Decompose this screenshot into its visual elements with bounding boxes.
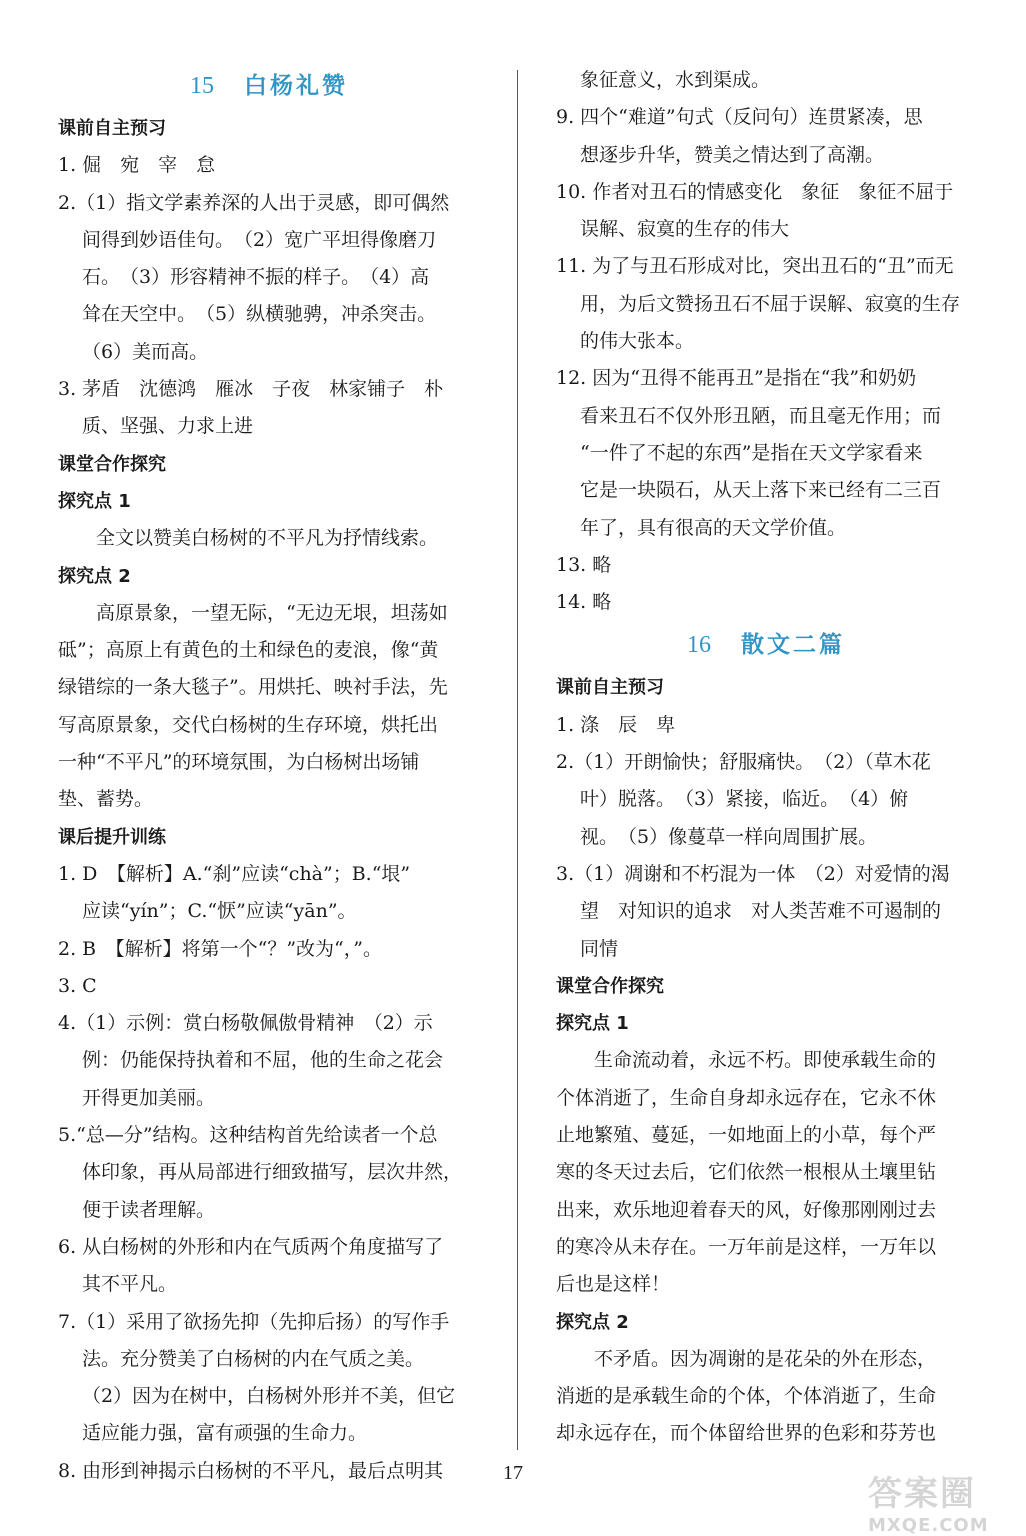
text-line: 全文以赞美白杨树的不平凡为抒情线索。 [96, 527, 439, 550]
text-line: 后也是这样！ [556, 1273, 671, 1296]
text-line: 高原景象，一望无际，“无边无垠，坦荡如 [96, 601, 448, 624]
text-line: 3.（1）凋谢和不朽混为一体 （2）对爱情的渴 [556, 862, 950, 885]
section-heading: 探究点 2 [58, 565, 131, 587]
text-line: 消逝的是承载生命的个体，个体消逝了，生命 [556, 1385, 937, 1408]
text-line: 应读“yín”；C.“恹”应读“yān”。 [82, 900, 357, 923]
text-line: 耸在天空中。 （5）纵横驰骋，冲杀突击。 [82, 303, 437, 326]
text-line: 7.（1）采用了欲扬先抑（先抑后扬）的写作手 [58, 1310, 450, 1333]
text-line: 象征意义，水到渠成。 [580, 69, 771, 91]
text-line: 体印象，再从局部进行细致描写，层次井然， [82, 1161, 463, 1184]
right-column [556, 62, 976, 1453]
lesson-number: 15 [190, 73, 214, 99]
text-line: 2.（1）开朗愉快；舒服痛快。 （2）（草木花 [556, 751, 931, 774]
text-line: 它是一块陨石，从天上落下来已经有二三百 [580, 479, 942, 502]
text-line: 看来丑石不仅外形丑陋，而且毫无作用；而 [580, 404, 942, 427]
page-number: 17 [503, 1462, 523, 1484]
text-line: 个体消逝了，生命自身却永远存在，它永不休 [556, 1086, 937, 1109]
text-line: 14. 略 [556, 591, 612, 614]
section-heading: 探究点 1 [58, 490, 131, 512]
text-line: （6）美而高。 [82, 340, 209, 363]
text-line: 1. 倔 宛 宰 怠 [58, 154, 216, 177]
text-line: 写高原景象，交代白杨树的生存环境，烘托出 [58, 713, 439, 736]
text-line: 的寒冷从未存在。一万年前是这样，一万年以 [556, 1235, 937, 1258]
section-heading: 课后提升训练 [58, 826, 166, 848]
text-line: 的伟大张本。 [580, 330, 695, 353]
text-line: “一件了不起的东西”是指在天文学家看来 [580, 441, 923, 464]
text-line: （2）因为在树中，白杨树外形并不美，但它 [82, 1385, 456, 1408]
text-line: 却永远存在，而个体留给世界的色彩和芬芳也 [556, 1422, 937, 1445]
text-line: 间得到妙语佳句。 （2）宽广平坦得像磨刀 [82, 228, 437, 251]
section-heading: 探究点 2 [556, 1311, 629, 1333]
text-line: 1. 涤 辰 卑 [556, 713, 676, 736]
watermark-line2: MXQE.COM [868, 1515, 989, 1536]
text-line: 绿错综的一条大毯子”。用烘托、映衬手法，先 [58, 676, 448, 699]
text-line: 望 对知识的追求 对人类苦难不可遏制的 [580, 900, 942, 923]
section-heading: 课堂合作探究 [58, 453, 166, 475]
lesson-title [58, 62, 480, 110]
text-line: 3. 茅盾 沈德鸿 雁冰 子夜 林家铺子 朴 [58, 378, 444, 401]
text-line: 5.“总—分”结构。这种结构首先给读者一个总 [58, 1124, 438, 1147]
text-line: 开得更加美丽。 [82, 1086, 216, 1109]
watermark-line1: 答案圈 [868, 1474, 976, 1514]
text-line: 2.（1）指文学素养深的人出于灵感，即可偶然 [58, 191, 450, 214]
watermark-logo [868, 1466, 1018, 1536]
section-heading: 探究点 1 [556, 1013, 629, 1035]
text-line: 6. 从白杨树的外形和内在气质两个角度描写了 [58, 1235, 444, 1258]
text-line: 法。充分赞美了白杨树的内在气质之美。 [82, 1347, 425, 1370]
text-line: 2. B 【解析】将第一个“？”改为“，”。 [58, 937, 382, 960]
lesson-name: 白杨礼赞 [244, 73, 348, 99]
lesson-number: 16 [687, 632, 711, 659]
text-line: 误解、寂寞的生存的伟大 [580, 218, 790, 241]
text-line: 3. C [58, 974, 97, 997]
text-line: 便于读者理解。 [82, 1198, 216, 1221]
text-line: 质、坚强、力求上进 [82, 415, 254, 438]
text-line: 12. 因为“丑得不能再丑”是指在“我”和奶奶 [556, 367, 917, 390]
text-line: 用，为后文赞扬丑石不屈于误解、寂寞的生存 [580, 292, 961, 315]
text-line: 石。 （3）形容精神不振的样子。 （4）高 [82, 266, 430, 289]
text-line: 出来，欢乐地迎着春天的风，好像那刚刚过去 [556, 1198, 937, 1221]
text-line: 10. 作者对丑石的情感变化 象征 象征不屈于 [556, 180, 954, 203]
text-line: 垫、蓄势。 [58, 788, 154, 811]
text-line: 8. 由形到神揭示白杨树的不平凡，最后点明其 [58, 1459, 444, 1482]
text-line: 不矛盾。因为凋谢的是花朵的外在形态， [594, 1347, 937, 1370]
text-line: 例：仍能保持执着和不屈，他的生命之花会 [82, 1049, 444, 1072]
text-line: 1. D 【解析】A.“刹”应读“chà”；B.“垠” [58, 862, 411, 885]
text-line: 4.（1）示例：赏白杨敬佩傲骨精神 （2）示 [58, 1012, 433, 1035]
text-line: 一种“不平凡”的环境氛围，为白杨树出场铺 [58, 751, 420, 774]
lesson-title [556, 621, 976, 669]
text-line: 视。 （5）像蔓草一样向周围扩展。 [580, 825, 878, 848]
text-line: 生命流动着，永远不朽。即使承载生命的 [594, 1049, 937, 1072]
text-line: 年了，具有很高的天文学价值。 [580, 516, 847, 539]
text-line: 叶）脱落。 （3）紧接，临近。 （4）俯 [580, 788, 909, 811]
lesson-name: 散文二篇 [741, 632, 845, 659]
text-line: 9. 四个“难道”句式（反问句）连贯紧凑，思 [556, 106, 923, 129]
text-line: 11. 为了与丑石形成对比，突出丑石的“丑”而无 [556, 255, 954, 278]
section-heading: 课前自主预习 [556, 677, 664, 699]
text-line: 适应能力强，富有顽强的生命力。 [82, 1422, 368, 1445]
column-divider [517, 70, 518, 1450]
text-line: 砥”；高原上有黄色的土和绿色的麦浪，像“黄 [58, 639, 439, 662]
section-heading: 课堂合作探究 [556, 975, 664, 997]
section-heading: 课前自主预习 [58, 118, 166, 139]
text-line: 其不平凡。 [82, 1273, 178, 1296]
left-column [58, 62, 480, 1490]
text-line: 止地繁殖、蔓延，一如地面上的小草，每个严 [556, 1124, 937, 1147]
text-line: 同情 [580, 937, 619, 960]
text-line: 13. 略 [556, 553, 612, 576]
text-line: 想逐步升华，赞美之情达到了高潮。 [580, 143, 885, 166]
text-line: 寒的冬天过去后，它们依然一根根从土壤里钻 [556, 1161, 937, 1184]
